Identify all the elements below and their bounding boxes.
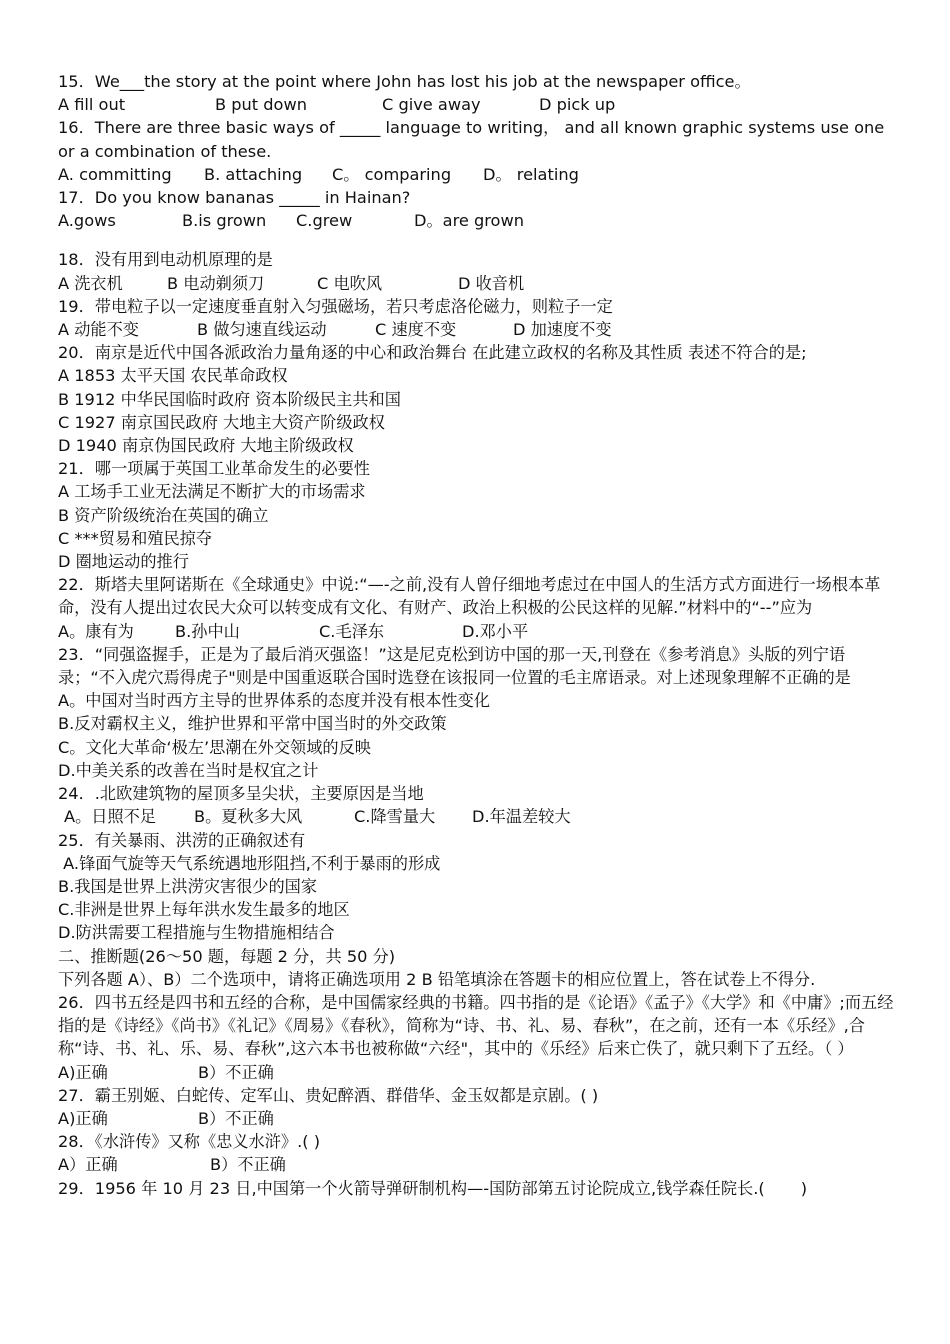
option-c: C 速度不变 bbox=[375, 320, 457, 340]
question-23-option-b: B.反对霸权主义，维护世界和平常中国当时的外交政策 bbox=[58, 714, 447, 734]
question-25-option-d: D.防洪需要工程措施与生物措施相结合 bbox=[58, 923, 335, 943]
option-d: D.邓小平 bbox=[462, 621, 529, 641]
question-27-options bbox=[58, 1107, 896, 1130]
option-a: A。康有为 bbox=[58, 621, 134, 641]
question-21-option-c: C ***贸易和殖民掠夺 bbox=[58, 528, 213, 548]
option-b: B. attaching bbox=[204, 164, 303, 184]
question-16-options bbox=[58, 163, 896, 186]
option-b: B。夏秋多大风 bbox=[194, 807, 303, 827]
question-25-option-c: C.非洲是世界上每年洪水发生最多的地区 bbox=[58, 900, 350, 920]
question-23-option-d: D.中美关系的改善在当时是权宜之计 bbox=[58, 760, 319, 780]
option-c: C 电吹风 bbox=[317, 273, 383, 293]
option-b: B.is grown bbox=[182, 211, 267, 231]
option-a: A. committing bbox=[58, 164, 172, 184]
option-a: A。日照不足 bbox=[64, 807, 157, 827]
option-a: A.gows bbox=[58, 211, 116, 231]
question-21-option-d: D 圈地运动的推行 bbox=[58, 552, 189, 572]
question-24-options bbox=[58, 805, 896, 828]
option-b: B 做匀速直线运动 bbox=[197, 320, 327, 340]
option-c: C give away bbox=[382, 95, 481, 115]
question-26-options bbox=[58, 1061, 896, 1084]
option-b: B 电动剃须刀 bbox=[167, 273, 265, 293]
question-20-option-a: A 1853 太平天国 农民革命政权 bbox=[58, 366, 288, 386]
question-20-option-c: C 1927 南京国民政府 大地主大资产阶级政权 bbox=[58, 412, 385, 432]
section-2-instruction: 下列各题 A）、B）二个选项中，请将正确选项用 2 B 铅笔填涂在答题卡的相应位置上，答在试卷上不得分. bbox=[58, 969, 816, 989]
question-17: 17．Do you know bananas _____ in Hainan? bbox=[58, 188, 411, 208]
option-a: A fill out bbox=[58, 95, 126, 115]
question-29: 29．1956 年 10 月 23 日,中国第一个火箭导弹研制机构—-国防部第五讨论院成立,钱学森任院长.( ) bbox=[58, 1178, 808, 1198]
question-26: 26．四书五经是四书和五经的合称，是中国儒家经典的书籍。四书指的是《论语》《孟子》《大学》和《中庸》;而五经指的是《诗经》《尚书》《礼记》《周易》《春秋》，简称为“诗、书、礼、易、春秋”，在之前，还有一本《乐经》,合称“诗、书、礼、乐、易、春秋”,这六本书也被称做“六经"，其中的《乐经》后来亡佚了，就只剩下了五经。（ ） bbox=[58, 992, 894, 1059]
question-16: 16．There are three basic ways of _____ language to writing， and all known graphic systems use one or a combination of these. bbox=[58, 118, 885, 161]
question-28-options bbox=[58, 1153, 896, 1176]
question-22-options bbox=[58, 620, 896, 643]
question-22: 22．斯塔夫里阿诺斯在《全球通史》中说:“—-之前,没有人曾仔细地考虑过在中国人的生活方式方面进行一场根本革命，没有人提出过农民大众可以转变成有文化、有财产、政治上积极的公民这样的见解.”材料中的“--”应为 bbox=[58, 575, 881, 618]
option-c: C.grew bbox=[296, 211, 353, 231]
question-28: 28．《水浒传》又称《忠义水浒》.( ) bbox=[58, 1132, 321, 1152]
question-17-options bbox=[58, 209, 896, 232]
question-15-options bbox=[58, 93, 896, 116]
option-d: D 收音机 bbox=[458, 273, 525, 293]
option-d: D 加速度不变 bbox=[513, 320, 612, 340]
question-19: 19．带电粒子以一定速度垂直射入匀强磁场，若只考虑洛伦磁力，则粒子一定 bbox=[58, 296, 613, 316]
question-23: 23．“同强盗握手，正是为了最后消灭强盗！”这是尼克松到访中国的那一天,刊登在《参考消息》头版的列宁语录；“不入虎穴焉得虎子"则是中国重返联合国时选登在该报同一位置的毛主席语录。对上述现象理解不正确的是 bbox=[58, 644, 851, 688]
section-2-title: 二、推断题(26～50 题，每题 2 分，共 50 分) bbox=[58, 946, 396, 966]
option-a: A)正确 bbox=[58, 1062, 108, 1082]
option-d: D pick up bbox=[539, 95, 616, 115]
option-b: B）不正确 bbox=[198, 1108, 274, 1128]
question-23-option-a: A。中国对当时西方主导的世界体系的态度并没有根本性变化 bbox=[58, 691, 490, 711]
option-d: D.年温差较大 bbox=[472, 807, 571, 827]
option-b: B）不正确 bbox=[210, 1155, 286, 1175]
option-d: D。 relating bbox=[483, 164, 579, 184]
option-d: D。are grown bbox=[414, 211, 524, 231]
option-c: C.毛泽东 bbox=[319, 621, 385, 641]
question-21: 21．哪一项属于英国工业革命发生的必要性 bbox=[58, 459, 370, 479]
question-15: 15．We___the story at the point where John has lost his job at the newspaper office。 bbox=[58, 72, 751, 91]
option-a: A)正确 bbox=[58, 1108, 108, 1128]
question-21-option-b: B 资产阶级统治在英国的确立 bbox=[58, 505, 269, 525]
question-19-options bbox=[58, 318, 896, 341]
option-a: A）正确 bbox=[58, 1155, 118, 1175]
question-20-option-b: B 1912 中华民国临时政府 资本阶级民主共和国 bbox=[58, 389, 401, 409]
question-21-option-a: A 工场手工业无法满足不断扩大的市场需求 bbox=[58, 482, 366, 502]
question-20-option-d: D 1940 南京伪国民政府 大地主阶级政权 bbox=[58, 436, 354, 456]
option-a: A 动能不变 bbox=[58, 320, 139, 340]
question-27: 27．霸王别姬、白蛇传、定军山、贵妃醉酒、群借华、金玉奴都是京剧。( ) bbox=[58, 1085, 599, 1105]
option-c: C.降雪量大 bbox=[354, 807, 436, 827]
option-b: B）不正确 bbox=[198, 1062, 274, 1082]
question-20: 20．南京是近代中国各派政治力量角逐的中心和政治舞台 在此建立政权的名称及其性质 表述不符合的是; bbox=[58, 343, 807, 363]
question-24: 24．.北欧建筑物的屋顶多呈尖状，主要原因是当地 bbox=[58, 784, 424, 804]
option-b: B.孙中山 bbox=[175, 621, 240, 641]
option-c: C。 comparing bbox=[332, 164, 452, 184]
question-23-option-c: C。文化大革命‘极左’思潮在外交领域的反映 bbox=[58, 737, 371, 757]
question-25: 25．有关暴雨、洪涝的正确叙述有 bbox=[58, 830, 306, 850]
exam-page bbox=[58, 70, 896, 1200]
question-18-options bbox=[58, 272, 896, 295]
question-25-option-a: A.锋面气旋等天气系统遇地形阻挡,不利于暴雨的形成 bbox=[58, 853, 441, 873]
option-a: A 洗衣机 bbox=[58, 273, 123, 293]
question-18: 18．没有用到电动机原理的是 bbox=[58, 250, 273, 270]
question-25-option-b: B.我国是世界上洪涝灾害很少的国家 bbox=[58, 876, 318, 896]
option-b: B put down bbox=[215, 95, 307, 115]
